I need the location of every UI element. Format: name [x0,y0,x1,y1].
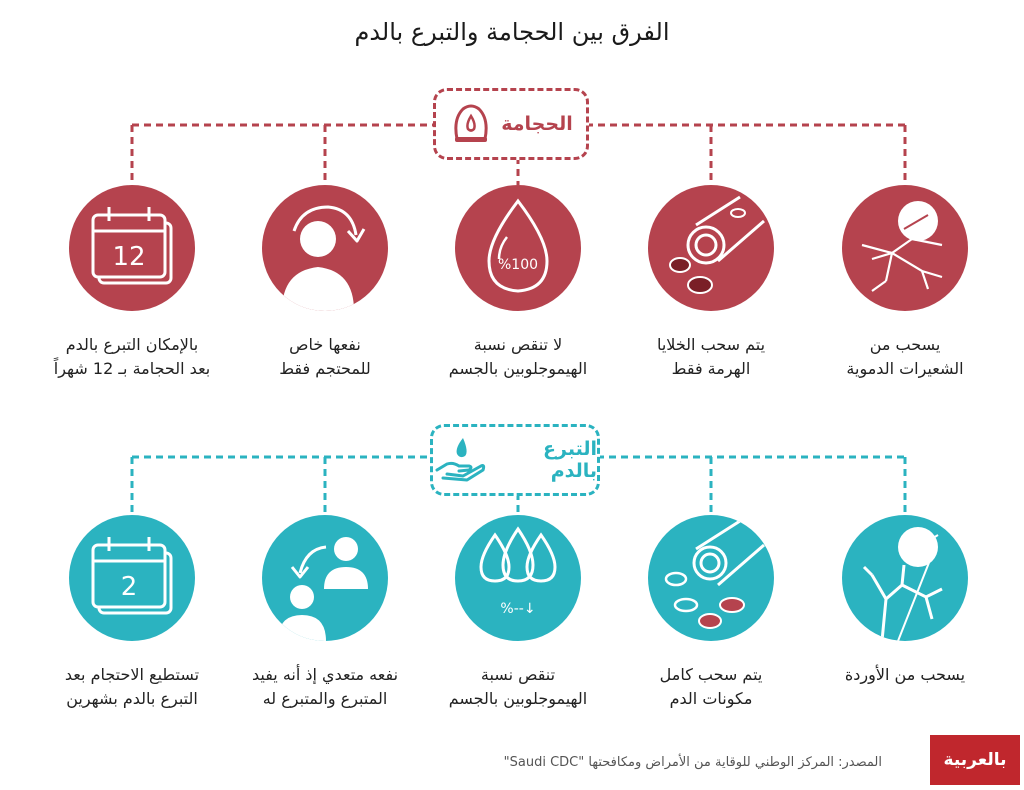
blood-drop-100-icon [455,185,581,311]
badge: %--↓ [500,601,536,617]
caption: يتم سحب الخلايا الهرمة فقط [656,335,766,378]
cupping-header [433,88,589,160]
cupping-item-personal-benefit [235,185,415,381]
cupping-item-hemoglobin [428,185,608,381]
page-title: الفرق بين الحجامة والتبرع بالدم [354,18,670,46]
donation-item-components [621,515,801,711]
donation-item-wait-period [42,515,222,711]
caption: نفعها خاص للمحتجم فقط [279,335,371,378]
cupping-cup-icon [449,99,493,149]
caption: بالإمكان التبرع بالدم بعد الحجامة بـ 12 شهراً [53,335,211,378]
cupping-item-capillaries [815,185,995,381]
brand-logo[interactable]: بالعربية [930,735,1020,785]
badge: %100 [497,257,539,273]
badge: 12 [112,242,146,272]
two-people-icon [262,515,388,641]
donation-item-veins [815,515,995,687]
hand-drop-icon [433,434,489,486]
donation-item-shared-benefit [235,515,415,711]
donation-item-hemoglobin [428,515,608,711]
calendar-12-icon [69,185,195,311]
donation-header [430,424,600,496]
caption: تستطيع الاحتجام بعد التبرع بالدم بشهرين [64,665,200,708]
cupping-label: الحجامة [501,113,573,135]
calendar-2-icon [69,515,195,641]
badge: 2 [120,572,138,602]
caption: لا تنقص نسبة الهيموجلوبين بالجسم [448,335,588,378]
source-note: المصدر: المركز الوطني للوقاية من الأمراض ومكافحتها "Saudi CDC" [503,755,882,770]
blood-components-icon [648,515,774,641]
caption: يتم سحب كامل مكونات الدم [659,665,763,708]
veins-icon [842,515,968,641]
person-refresh-icon [262,185,388,311]
cupping-item-aged-cells [621,185,801,381]
caption: يسحب من الشعيرات الدموية [846,335,964,378]
cupping-item-wait-period [42,185,222,381]
drops-decrease-icon [455,515,581,641]
aged-cells-icon [648,185,774,311]
caption: يسحب من الأوردة [844,665,966,684]
caption: تنقص نسبة الهيموجلوبين بالجسم [448,665,588,708]
caption: نفعه متعدي إذ أنه يفيد المتبرع والمتبرع له [251,665,399,708]
capillaries-icon [842,185,968,311]
donation-label: التبرع بالدم [543,438,597,482]
